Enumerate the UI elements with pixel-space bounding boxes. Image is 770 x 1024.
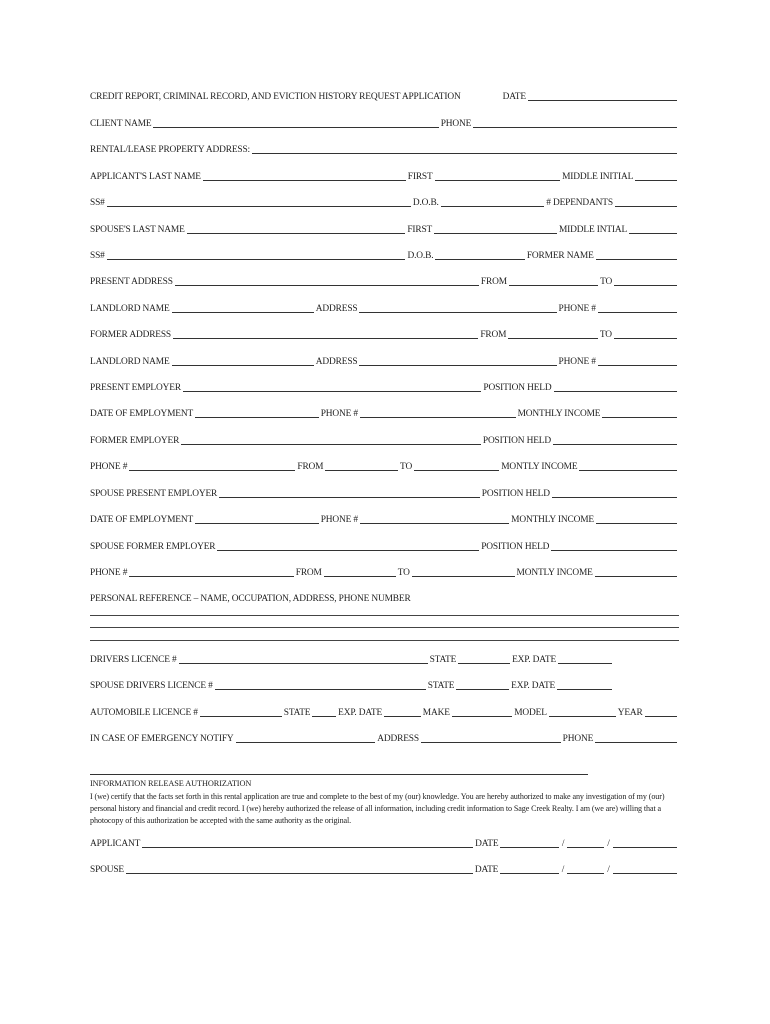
employer-phone-label: PHONE # xyxy=(320,409,358,419)
former-montly-income-label: MONTLY INCOME xyxy=(501,462,578,472)
automobile-row xyxy=(90,709,679,718)
spouse-ss-row xyxy=(90,252,679,261)
automobile-exp-label: EXP. DATE xyxy=(338,708,383,718)
applicant-name-row xyxy=(90,173,679,182)
spouse-last-name-label: SPOUSE'S LAST NAME xyxy=(90,225,185,235)
present-employer-label: PRESENT EMPLOYER xyxy=(90,383,181,393)
emergency-address-field[interactable] xyxy=(421,742,561,743)
personal-reference-row xyxy=(90,595,679,604)
spouse-employment-date-field[interactable] xyxy=(195,523,319,524)
dependants-field[interactable] xyxy=(615,206,677,207)
date-separator: / xyxy=(561,865,565,875)
employment-date-label: DATE OF EMPLOYMENT xyxy=(90,409,194,419)
spouse-former-phone-label: PHONE # xyxy=(90,568,128,578)
emergency-label: IN CASE OF EMERGENCY NOTIFY xyxy=(90,734,234,744)
spouse-licence-exp-label: EXP. DATE xyxy=(511,681,556,691)
spouse-date-label: DATE xyxy=(474,865,499,875)
drivers-licence-exp-field[interactable] xyxy=(558,663,612,664)
applicant-first-label: FIRST xyxy=(407,172,433,182)
present-address-from-label: FROM xyxy=(480,277,507,287)
present-address-row xyxy=(90,278,679,287)
applicant-ss-label: SS# xyxy=(90,198,105,208)
applicant-dob-label: D.O.B. xyxy=(412,198,439,208)
personal-reference-line-1[interactable] xyxy=(90,615,679,616)
applicant-signature-field[interactable] xyxy=(142,847,473,848)
form-title: CREDIT REPORT, CRIMINAL RECORD, AND EVICTION HISTORY REQUEST APPLICATION xyxy=(90,92,461,102)
model-field[interactable] xyxy=(549,716,616,717)
model-label: MODEL xyxy=(514,708,547,718)
client-phone-field[interactable] xyxy=(473,127,677,128)
present-address-field[interactable] xyxy=(175,285,479,286)
spouse-former-to-field[interactable] xyxy=(412,576,515,577)
monthly-income-field[interactable] xyxy=(602,417,677,418)
spouse-former-employer-label: SPOUSE FORMER EMPLOYER xyxy=(90,542,216,552)
landlord-phone-field[interactable] xyxy=(598,312,677,313)
former-address-to-field[interactable] xyxy=(614,338,677,339)
spouse-ss-field[interactable] xyxy=(107,259,406,260)
rental-address-row xyxy=(90,146,679,155)
client-name-field[interactable] xyxy=(153,127,438,128)
former-address-to-label: TO xyxy=(599,330,612,340)
spouse-former-employer-field[interactable] xyxy=(217,550,479,551)
date-separator: / xyxy=(607,839,610,849)
spouse-signature-row xyxy=(90,866,679,875)
spouse-former-position-field[interactable] xyxy=(551,550,677,551)
former-address-from-field[interactable] xyxy=(508,338,598,339)
spouse-employment-date-row xyxy=(90,516,679,525)
former-address-label: FORMER ADDRESS xyxy=(90,330,171,340)
former-position-field[interactable] xyxy=(553,444,677,445)
automobile-state-field[interactable] xyxy=(312,716,336,717)
applicant-date-month[interactable] xyxy=(500,847,558,848)
drivers-licence-state-field[interactable] xyxy=(458,663,510,664)
former-landlord-row xyxy=(90,358,679,367)
rental-address-label: RENTAL/LEASE PROPERTY ADDRESS: xyxy=(90,145,250,155)
date-separator: / xyxy=(607,865,610,875)
spouse-former-position-label: POSITION HELD xyxy=(481,542,550,552)
spouse-former-to-label: TO xyxy=(397,568,410,578)
present-position-label: POSITION HELD xyxy=(483,383,552,393)
spouse-signature-label: SPOUSE xyxy=(90,865,125,875)
applicant-ss-row xyxy=(90,199,679,208)
year-field[interactable] xyxy=(645,716,677,717)
former-landlord-phone-field[interactable] xyxy=(598,365,677,366)
present-employer-field[interactable] xyxy=(183,391,481,392)
automobile-exp-field[interactable] xyxy=(384,716,421,717)
former-employment-from-field[interactable] xyxy=(325,470,398,471)
spouse-signature-field[interactable] xyxy=(126,873,473,874)
rental-address-field[interactable] xyxy=(252,153,677,154)
spouse-monthly-income-label: MONTHLY INCOME xyxy=(511,515,594,525)
automobile-licence-label: AUTOMOBILE LICENCE # xyxy=(90,708,198,718)
former-employment-to-field[interactable] xyxy=(414,470,499,471)
former-employer-row xyxy=(90,437,679,446)
header-row xyxy=(90,93,679,102)
emergency-phone-label: PHONE xyxy=(562,734,594,744)
spouse-present-employer-field[interactable] xyxy=(219,497,480,498)
spouse-licence-state-label: STATE xyxy=(427,681,455,691)
spouse-drivers-licence-field[interactable] xyxy=(215,689,426,690)
spouse-former-montly-income-field[interactable] xyxy=(595,576,677,577)
former-employment-to-label: TO xyxy=(400,462,413,472)
former-employment-from-label: FROM xyxy=(297,462,324,472)
emergency-phone-field[interactable] xyxy=(595,742,677,743)
former-employer-phone-label: PHONE # xyxy=(90,462,128,472)
spouse-drivers-licence-row xyxy=(90,682,614,691)
landlord-address-field[interactable] xyxy=(359,312,556,313)
former-employer-label: FORMER EMPLOYER xyxy=(90,436,180,446)
applicant-signature-label: APPLICANT xyxy=(90,839,141,849)
spouse-ss-label: SS# xyxy=(90,251,105,261)
landlord-name-field[interactable] xyxy=(172,312,314,313)
emergency-row xyxy=(90,735,679,744)
applicant-dob-field[interactable] xyxy=(441,206,544,207)
landlord-phone-label: PHONE # xyxy=(558,304,596,314)
automobile-state-label: STATE xyxy=(283,708,311,718)
date-separator: / xyxy=(561,839,565,849)
spouse-monthly-income-field[interactable] xyxy=(596,523,677,524)
personal-reference-label: PERSONAL REFERENCE – NAME, OCCUPATION, ADDRESS, PHONE NUMBER xyxy=(90,594,411,604)
monthly-income-label: MONTHLY INCOME xyxy=(517,409,601,419)
employment-date-row xyxy=(90,410,679,419)
former-address-from-label: FROM xyxy=(480,330,507,340)
authorization-text: I (we) certify that the facts set forth in this rental application are true and complete to the best of my (our) knowledge. You are hereby authorized to make any investigation of my (our) personal history and financial and credit record. I (we) hereby authorized the release of all information, including credit information to Sage Creek Realty. I am (we are) willing that a photocopy of this authorization be accepted with the same authority as the original. xyxy=(90,792,665,825)
spouse-employment-date-label: DATE OF EMPLOYMENT xyxy=(90,515,194,525)
landlord-address-label: ADDRESS xyxy=(315,304,358,314)
former-address-row xyxy=(90,331,679,340)
spouse-name-row xyxy=(90,226,679,235)
spouse-former-phone-field[interactable] xyxy=(129,576,294,577)
personal-reference-line-3[interactable] xyxy=(90,640,679,641)
former-landlord-phone-label: PHONE # xyxy=(558,357,596,367)
spouse-first-field[interactable] xyxy=(434,233,557,234)
applicant-date-day[interactable] xyxy=(567,847,604,848)
dependants-label: # DEPENDANTS xyxy=(546,198,613,208)
applicant-first-field[interactable] xyxy=(435,180,561,181)
applicant-ss-field[interactable] xyxy=(107,206,411,207)
client-row xyxy=(90,120,679,129)
spouse-date-day[interactable] xyxy=(567,873,604,874)
date-field[interactable] xyxy=(528,100,677,101)
spouse-employer-phone-field[interactable] xyxy=(360,523,509,524)
spouse-former-from-field[interactable] xyxy=(324,576,396,577)
applicant-last-name-field[interactable] xyxy=(203,180,406,181)
applicant-last-name-label: APPLICANT'S LAST NAME xyxy=(90,172,201,182)
spouse-dob-label: D.O.B. xyxy=(407,251,434,261)
spouse-present-employer-row xyxy=(90,490,679,499)
former-landlord-name-label: LANDLORD NAME xyxy=(90,357,170,367)
year-label: YEAR xyxy=(617,708,643,718)
drivers-licence-label: DRIVERS LICENCE # xyxy=(90,655,177,665)
former-position-label: POSITION HELD xyxy=(482,436,551,446)
spouse-middle-initial-label: MIDDLE INTIAL xyxy=(559,225,628,235)
spouse-middle-initial-field[interactable] xyxy=(629,233,677,234)
present-address-to-field[interactable] xyxy=(614,285,677,286)
landlord-name-label: LANDLORD NAME xyxy=(90,304,170,314)
spouse-employer-phone-label: PHONE # xyxy=(320,515,358,525)
former-landlord-address-label: ADDRESS xyxy=(315,357,358,367)
spouse-date-year[interactable] xyxy=(613,873,677,874)
make-label: MAKE xyxy=(422,708,450,718)
applicant-signature-row xyxy=(90,840,679,849)
spouse-licence-state-field[interactable] xyxy=(456,689,509,690)
spouse-first-label: FIRST xyxy=(407,225,433,235)
landlord-row xyxy=(90,305,679,314)
spouse-present-position-label: POSITION HELD xyxy=(481,489,550,499)
spouse-former-employer-phone-row xyxy=(90,569,679,578)
employer-phone-field[interactable] xyxy=(360,417,516,418)
applicant-middle-initial-field[interactable] xyxy=(635,180,677,181)
applicant-date-label: DATE xyxy=(475,839,499,849)
client-name-label: CLIENT NAME xyxy=(90,119,152,129)
drivers-licence-field[interactable] xyxy=(179,663,428,664)
present-position-field[interactable] xyxy=(554,391,678,392)
spouse-drivers-licence-label: SPOUSE DRIVERS LICENCE # xyxy=(90,681,213,691)
client-phone-label: PHONE xyxy=(440,119,472,129)
spouse-date-month[interactable] xyxy=(500,873,558,874)
date-label: DATE xyxy=(502,92,526,102)
former-name-label: FORMER NAME xyxy=(526,251,594,261)
drivers-licence-exp-label: EXP. DATE xyxy=(512,655,557,665)
present-address-to-label: TO xyxy=(600,277,613,287)
personal-reference-line-2[interactable] xyxy=(90,627,679,628)
applicant-middle-initial-label: MIDDLE INITIAL xyxy=(562,172,634,182)
former-employer-phone-row xyxy=(90,463,679,472)
spouse-former-from-label: FROM xyxy=(295,568,322,578)
spouse-present-employer-label: SPOUSE PRESENT EMPLOYER xyxy=(90,489,218,499)
spouse-licence-exp-field[interactable] xyxy=(557,689,612,690)
make-field[interactable] xyxy=(452,716,512,717)
former-address-field[interactable] xyxy=(173,338,478,339)
drivers-licence-state-label: STATE xyxy=(429,655,457,665)
former-landlord-name-field[interactable] xyxy=(172,365,314,366)
former-name-field[interactable] xyxy=(596,259,677,260)
emergency-name-field[interactable] xyxy=(236,742,376,743)
emergency-address-label: ADDRESS xyxy=(377,734,419,744)
present-employer-row xyxy=(90,384,679,393)
former-employer-field[interactable] xyxy=(181,444,481,445)
spouse-former-montly-income-label: MONTLY INCOME xyxy=(516,568,593,578)
automobile-licence-field[interactable] xyxy=(200,716,282,717)
section-divider xyxy=(90,774,588,775)
spouse-last-name-field[interactable] xyxy=(187,233,406,234)
drivers-licence-row xyxy=(90,656,614,665)
former-landlord-address-field[interactable] xyxy=(359,365,556,366)
former-employer-phone-field[interactable] xyxy=(129,470,295,471)
spouse-former-employer-row xyxy=(90,543,679,552)
spouse-present-position-field[interactable] xyxy=(552,497,677,498)
employment-date-field[interactable] xyxy=(195,417,319,418)
former-montly-income-field[interactable] xyxy=(579,470,677,471)
present-address-label: PRESENT ADDRESS xyxy=(90,277,173,287)
applicant-date-year[interactable] xyxy=(613,847,677,848)
authorization-title: INFORMATION RELEASE AUTHORIZATION xyxy=(90,779,252,788)
spouse-dob-field[interactable] xyxy=(435,259,524,260)
present-address-from-field[interactable] xyxy=(509,285,598,286)
